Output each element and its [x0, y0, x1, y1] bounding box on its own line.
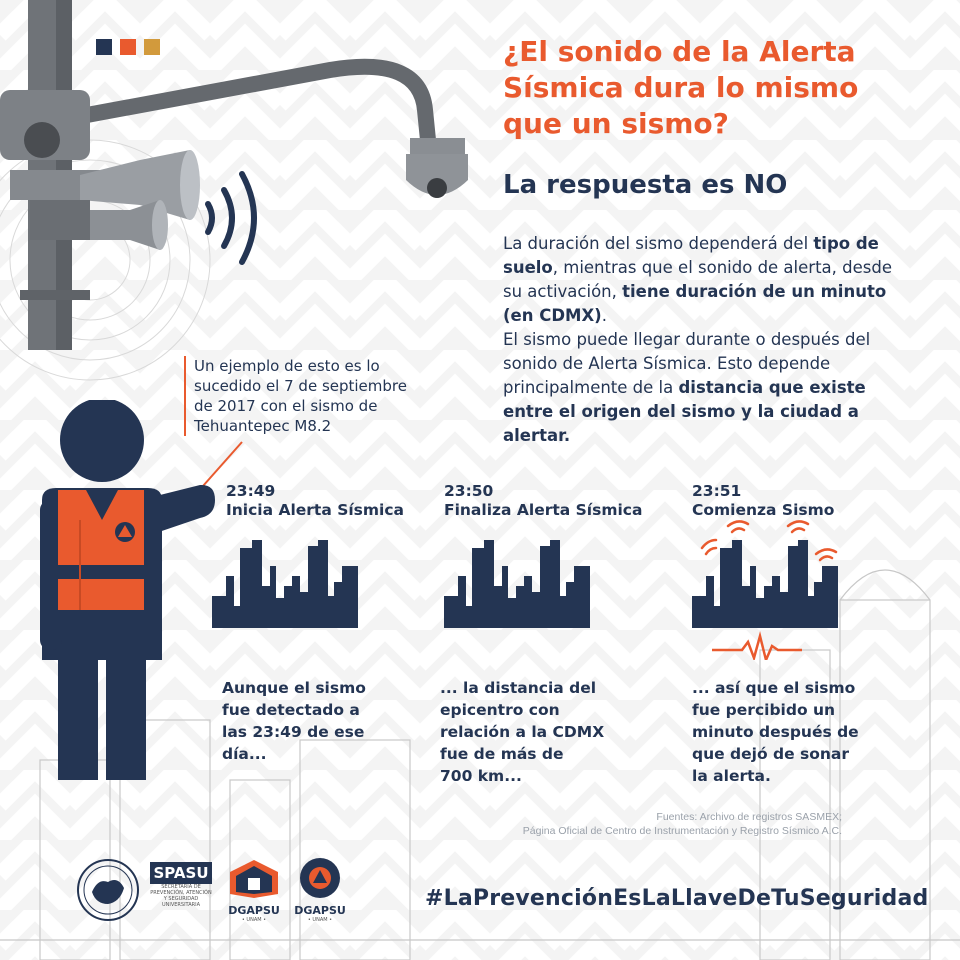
p1-bold-segment: tipo de suelo	[503, 234, 879, 277]
hashtag: #LaPrevenciónEsLaLlaveDeTuSeguridad	[425, 886, 929, 911]
caption-line: las 23:49 de ese	[222, 723, 365, 741]
timeline-caption-3	[692, 677, 882, 787]
sound-waves-icon	[196, 168, 276, 268]
caption-line: día...	[222, 745, 267, 763]
explanation-text	[503, 232, 903, 448]
p1-bold-segment: tiene duración de un minuto (en CDMX)	[503, 282, 887, 325]
example-line: Un ejemplo de esto es lo	[194, 357, 380, 375]
seismograph-icon	[712, 636, 802, 660]
p2-bold-segment: distancia que existe entre el origen del sismo y la ciudad a alertar.	[503, 378, 866, 445]
city-skyline-icon	[212, 536, 358, 628]
proteccion-civil-emblem-icon	[288, 856, 352, 900]
sources-line: Página Oficial de Centro de Instrumentación y Registro Sísmico A.C.	[522, 825, 842, 837]
example-line: de 2017 con el sismo de	[194, 397, 378, 415]
city-skyline-icon	[444, 536, 590, 628]
example-line: sucedido el 7 de septiembre	[194, 377, 407, 395]
dgapsu-logo-text: DGAPSU	[228, 904, 280, 917]
p2-segment: El sismo puede llegar durante o después del sonido de Alerta Sísmica. Esto depende principalmente de la	[503, 330, 871, 397]
dgapsu-logo-text: DGAPSU	[294, 904, 346, 917]
spasu-logo-subtext: SECRETARÍA DE PREVENCIÓN, ATENCIÓN Y SEGURIDAD UNIVERSITARIA	[150, 884, 212, 908]
caption-line: fue de más de	[440, 745, 564, 763]
caption-line: relación a la CDMX	[440, 723, 605, 741]
dgapsu-logo-subtext: • UNAM •	[241, 917, 267, 923]
caption-line: fue detectado a	[222, 701, 360, 719]
sources-note	[422, 810, 842, 838]
title-line-2: Sísmica dura lo mismo	[503, 71, 859, 104]
timeline-label: Finaliza Alerta Sísmica	[444, 501, 643, 519]
caption-line: minuto después de	[692, 723, 859, 741]
dgapsu-logo-subtext: • UNAM •	[307, 917, 333, 923]
dgapsu-logo-2	[288, 856, 352, 923]
title-line-3: que un sismo?	[503, 107, 729, 140]
caption-line: 700 km...	[440, 767, 522, 785]
sources-line: Fuentes: Archivo de registros SASMEX;	[656, 811, 842, 823]
caption-line: ... así que el sismo	[692, 679, 856, 697]
timeline-step-3	[692, 482, 912, 519]
caption-line: Aunque el sismo	[222, 679, 366, 697]
p1-segment: La duración del sismo dependerá del	[503, 234, 814, 253]
dgapsu-logo-1	[222, 856, 286, 923]
title-line-1: ¿El sonido de la Alerta	[503, 35, 856, 68]
timeline-label: Comienza Sismo	[692, 501, 835, 519]
spasu-logo-text: SPASU	[150, 862, 212, 884]
timeline-caption-1	[222, 677, 412, 765]
spasu-logo	[150, 862, 212, 908]
timeline-step-2	[444, 482, 664, 519]
example-line: Tehuantepec M8.2	[194, 417, 332, 435]
timeline-label: Inicia Alerta Sísmica	[226, 501, 405, 519]
timeline-time: 23:50	[444, 482, 494, 500]
city-skyline-icon	[692, 520, 842, 660]
caption-line: que dejó de sonar	[692, 745, 850, 763]
page-subtitle: La respuesta es NO	[503, 170, 788, 200]
timeline-step-1	[226, 482, 446, 519]
dgapsu-emblem-icon	[222, 856, 286, 900]
caption-line: epicentro con	[440, 701, 560, 719]
explanation-paragraph-2	[503, 328, 903, 448]
timeline-time: 23:51	[692, 482, 742, 500]
page-title	[503, 34, 943, 142]
explanation-paragraph-1	[503, 232, 903, 328]
p1-segment: , mientras que el sonido de alerta, desde su activación,	[503, 258, 892, 301]
caption-line: ... la distancia del	[440, 679, 597, 697]
timeline-caption-2	[440, 677, 630, 787]
caption-line: la alerta.	[692, 767, 771, 785]
unam-seal-logo	[76, 858, 140, 922]
caption-line: fue percibido un	[692, 701, 836, 719]
timeline-time: 23:49	[226, 482, 276, 500]
p1-segment: .	[601, 306, 607, 325]
